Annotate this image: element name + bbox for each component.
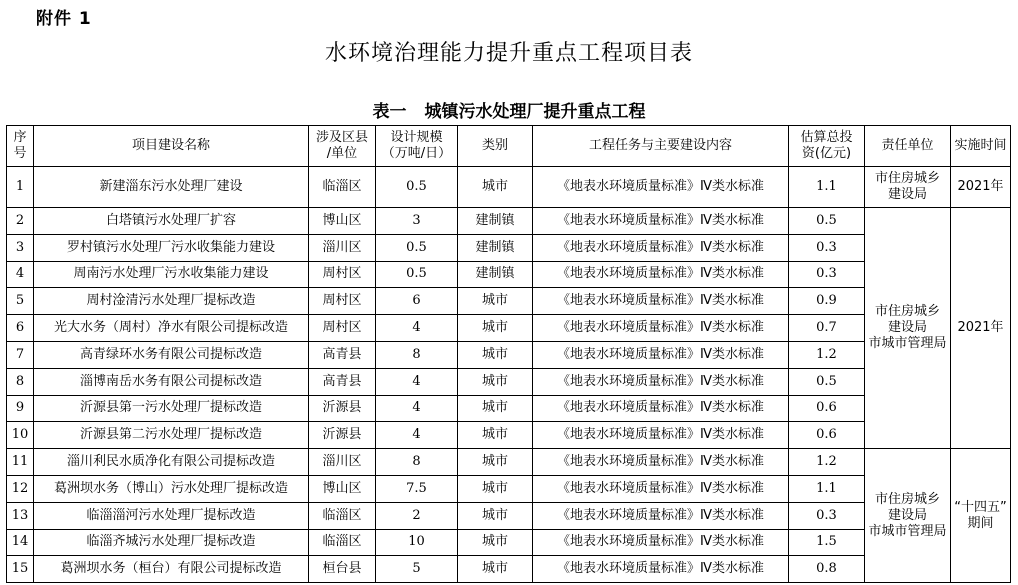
row-no: 4 (7, 261, 34, 288)
row-district: 临淄区 (309, 502, 376, 529)
row-scale: 4 (376, 395, 458, 422)
row-content: 《地表水环境质量标准》Ⅳ类水标准 (533, 261, 789, 288)
row-category: 城市 (458, 556, 533, 583)
table-row (7, 502, 1011, 529)
row-content: 《地表水环境质量标准》Ⅳ类水标准 (533, 449, 789, 476)
header-project: 项目建设名称 (34, 126, 309, 167)
row-district: 博山区 (309, 208, 376, 235)
row-district: 周村区 (309, 315, 376, 342)
row-category: 城市 (458, 449, 533, 476)
row-no: 15 (7, 556, 34, 583)
header-row (7, 126, 1011, 167)
group3-time: “十四五” 期间 (951, 449, 1011, 583)
row-no: 8 (7, 368, 34, 395)
group1-time: 2021年 (951, 167, 1011, 208)
table-row (7, 449, 1011, 476)
row-no: 2 (7, 208, 34, 235)
row-invest: 0.3 (789, 502, 865, 529)
row-no: 6 (7, 315, 34, 342)
group1-owner: 市住房城乡 建设局 (865, 167, 951, 208)
row-project: 葛洲坝水务（博山）污水处理厂提标改造 (34, 475, 309, 502)
row-district: 高青县 (309, 341, 376, 368)
row-no: 9 (7, 395, 34, 422)
row-project: 淄川利民水质净化有限公司提标改造 (34, 449, 309, 476)
table-row (7, 556, 1011, 583)
row-no: 1 (7, 167, 34, 208)
row-invest: 1.1 (789, 167, 865, 208)
header-seq: 序 号 (7, 126, 34, 167)
attachment-label: 附件 1 (36, 9, 92, 29)
row-content: 《地表水环境质量标准》Ⅳ类水标准 (533, 234, 789, 261)
row-project: 沂源县第二污水处理厂提标改造 (34, 422, 309, 449)
row-no: 7 (7, 341, 34, 368)
table-row (7, 341, 1011, 368)
row-district: 临淄区 (309, 529, 376, 556)
row-district: 沂源县 (309, 395, 376, 422)
row-project: 淄博南岳水务有限公司提标改造 (34, 368, 309, 395)
row-scale: 5 (376, 556, 458, 583)
group2-owner: 市住房城乡 建设局 市城市管理局 (865, 208, 951, 449)
row-scale: 3 (376, 208, 458, 235)
row-invest: 1.1 (789, 475, 865, 502)
row-invest: 0.5 (789, 368, 865, 395)
row-invest: 1.5 (789, 529, 865, 556)
page-title: 水环境治理能力提升重点工程项目表 (324, 41, 693, 66)
table-row (7, 315, 1011, 342)
row-scale: 2 (376, 502, 458, 529)
row-category: 城市 (458, 529, 533, 556)
row-project: 周村淦清污水处理厂提标改造 (34, 288, 309, 315)
row-district: 淄川区 (309, 449, 376, 476)
row-project: 葛洲坝水务（桓台）有限公司提标改造 (34, 556, 309, 583)
row-content: 《地表水环境质量标准》Ⅳ类水标准 (533, 556, 789, 583)
row-scale: 7.5 (376, 475, 458, 502)
row-no: 11 (7, 449, 34, 476)
table-row (7, 475, 1011, 502)
table-title (0, 97, 1018, 122)
row-invest: 0.7 (789, 315, 865, 342)
row-scale: 4 (376, 368, 458, 395)
row-scale: 8 (376, 341, 458, 368)
row-project: 沂源县第一污水处理厂提标改造 (34, 395, 309, 422)
row-project: 罗村镇污水处理厂污水收集能力建设 (34, 234, 309, 261)
header-invest: 估算总投 资(亿元) (789, 126, 865, 167)
row-category: 建制镇 (458, 261, 533, 288)
row-invest: 0.3 (789, 234, 865, 261)
row-no: 3 (7, 234, 34, 261)
header-content: 工程任务与主要建设内容 (533, 126, 789, 167)
row-district: 沂源县 (309, 422, 376, 449)
row-scale: 6 (376, 288, 458, 315)
row-district: 博山区 (309, 475, 376, 502)
table-row (7, 422, 1011, 449)
table-row (7, 167, 1011, 208)
row-project: 周南污水处理厂污水收集能力建设 (34, 261, 309, 288)
row-category: 城市 (458, 288, 533, 315)
row-scale: 0.5 (376, 261, 458, 288)
row-invest: 0.8 (789, 556, 865, 583)
row-district: 周村区 (309, 261, 376, 288)
row-invest: 0.6 (789, 422, 865, 449)
header-category: 类别 (458, 126, 533, 167)
table-row (7, 368, 1011, 395)
row-content: 《地表水环境质量标准》Ⅳ类水标准 (533, 315, 789, 342)
row-no: 13 (7, 502, 34, 529)
row-category: 城市 (458, 315, 533, 342)
row-category: 城市 (458, 422, 533, 449)
row-scale: 4 (376, 315, 458, 342)
row-invest: 0.5 (789, 208, 865, 235)
table-row (7, 395, 1011, 422)
row-category: 城市 (458, 167, 533, 208)
row-scale: 0.5 (376, 167, 458, 208)
row-project: 高青绿环水务有限公司提标改造 (34, 341, 309, 368)
row-category: 城市 (458, 502, 533, 529)
row-content: 《地表水环境质量标准》Ⅳ类水标准 (533, 395, 789, 422)
row-scale: 0.5 (376, 234, 458, 261)
header-time: 实施时间 (951, 126, 1011, 167)
row-no: 14 (7, 529, 34, 556)
row-no: 12 (7, 475, 34, 502)
table-number: 表一 (372, 102, 407, 122)
row-invest: 1.2 (789, 449, 865, 476)
table-row (7, 208, 1011, 235)
group2-time: 2021年 (951, 208, 1011, 449)
row-content: 《地表水环境质量标准》Ⅳ类水标准 (533, 368, 789, 395)
row-district: 淄川区 (309, 234, 376, 261)
row-district: 周村区 (309, 288, 376, 315)
row-category: 建制镇 (458, 208, 533, 235)
table-row (7, 529, 1011, 556)
row-category: 城市 (458, 368, 533, 395)
row-project: 白塔镇污水处理厂扩容 (34, 208, 309, 235)
row-category: 建制镇 (458, 234, 533, 261)
row-content: 《地表水环境质量标准》Ⅳ类水标准 (533, 502, 789, 529)
row-scale: 8 (376, 449, 458, 476)
row-invest: 0.6 (789, 395, 865, 422)
row-district: 桓台县 (309, 556, 376, 583)
header-owner: 责任单位 (865, 126, 951, 167)
row-content: 《地表水环境质量标准》Ⅳ类水标准 (533, 288, 789, 315)
table-row (7, 288, 1011, 315)
row-project: 临淄齐城污水处理厂提标改造 (34, 529, 309, 556)
row-district: 高青县 (309, 368, 376, 395)
header-district: 涉及区县 /单位 (309, 126, 376, 167)
row-project: 临淄淄河污水处理厂提标改造 (34, 502, 309, 529)
row-invest: 1.2 (789, 341, 865, 368)
row-no: 5 (7, 288, 34, 315)
table-row (7, 261, 1011, 288)
table-name: 城镇污水处理厂提升重点工程 (424, 102, 646, 122)
row-content: 《地表水环境质量标准》Ⅳ类水标准 (533, 167, 789, 208)
row-district: 临淄区 (309, 167, 376, 208)
row-content: 《地表水环境质量标准》Ⅳ类水标准 (533, 475, 789, 502)
table-row (7, 234, 1011, 261)
row-no: 10 (7, 422, 34, 449)
row-invest: 0.3 (789, 261, 865, 288)
group3-owner: 市住房城乡 建设局 市城市管理局 (865, 449, 951, 583)
row-category: 城市 (458, 395, 533, 422)
row-category: 城市 (458, 475, 533, 502)
header-scale: 设计规模 （万吨/日） (376, 126, 458, 167)
row-content: 《地表水环境质量标准》Ⅳ类水标准 (533, 208, 789, 235)
row-category: 城市 (458, 341, 533, 368)
row-content: 《地表水环境质量标准》Ⅳ类水标准 (533, 341, 789, 368)
project-table (6, 125, 1011, 583)
row-project: 新建淄东污水处理厂建设 (34, 167, 309, 208)
row-content: 《地表水环境质量标准》Ⅳ类水标准 (533, 529, 789, 556)
row-invest: 0.9 (789, 288, 865, 315)
row-content: 《地表水环境质量标准》Ⅳ类水标准 (533, 422, 789, 449)
row-scale: 10 (376, 529, 458, 556)
row-scale: 4 (376, 422, 458, 449)
row-project: 光大水务（周村）净水有限公司提标改造 (34, 315, 309, 342)
